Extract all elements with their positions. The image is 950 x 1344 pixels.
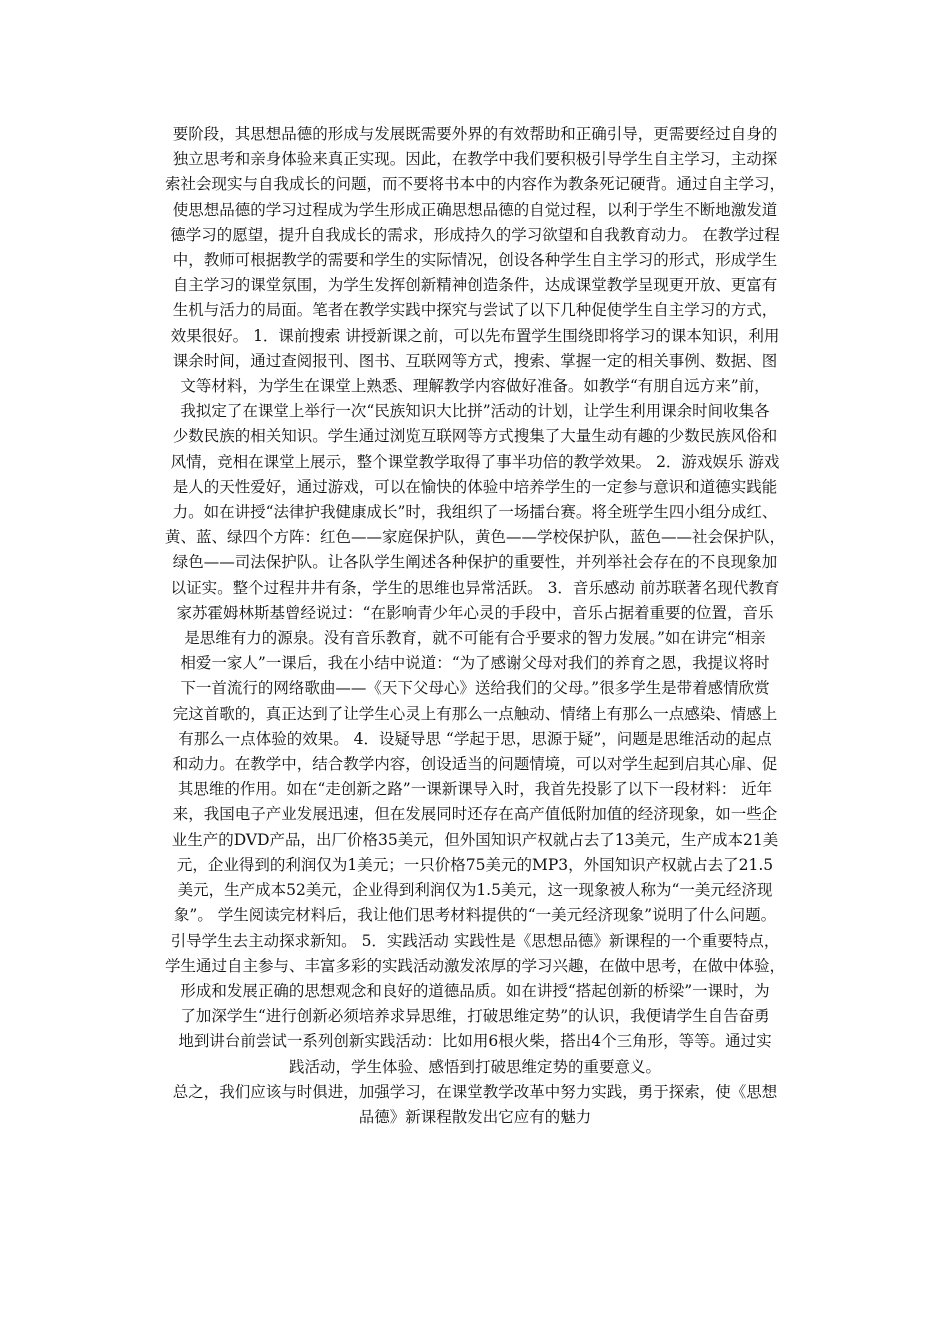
text-line: 品德》新课程散发出它应有的魅力 [358,1107,592,1126]
text-line: 我拟定了在课堂上举行一次“民族知识大比拼”活动的计划，让学生利用课余时间收集各 [180,402,770,421]
text-line: 学生通过自主参与、丰富多彩的实践活动激发浓厚的学习兴趣，在做中思考，在做中体验， [164,956,785,975]
text-line: 效果很好。 1．课前搜索 讲授新课之前，可以先布置学生围绕即将学习的课本知识，利用 [170,326,780,345]
body-text [130,122,820,1130]
text-line: 文等材料，为学生在课堂上熟悉、理解教学内容做好准备。如教学“有朋自远方来”前， [180,377,770,396]
text-line: 引导学生去主动探求新知。 5．实践活动 实践性是《思想品德》新课程的一个重要特点， [170,931,780,950]
text-line: 德学习的愿望，提升自我成长的需求，形成持久的学习欲望和自我教育动力。 在教学过程 [170,225,780,244]
text-line: 独立思考和亲身体验来真正实现。因此，在教学中我们要积极引导学生自主学习，主动探 [172,150,778,169]
text-line: 要阶段，其思想品德的形成与发展既需要外界的有效帮助和正确引导，更需要经过自身的 [172,125,778,143]
text-line: 黄、蓝、绿四个方阵：红色——家庭保护队，黄色——学校保护队，蓝色——社会保护队， [164,528,785,547]
text-line: 风情，竞相在课堂上展示，整个课堂教学取得了事半功倍的教学效果。 2．游戏娱乐 游戏 [170,452,780,471]
text-line: 相爱一家人”一课后，我在小结中说道：“为了感谢父母对我们的养育之恩，我提议将时 [180,654,770,673]
text-line: 生机与活力的局面。笔者在教学实践中探究与尝试了以下几种促使学生自主学习的方式， [172,301,778,320]
text-line: 地到讲台前尝试一系列创新实践活动：比如用6根火柴，搭出4个三角形，等等。通过实 [178,1032,772,1051]
text-line: 绿色——司法保护队。让各队学生阐述各种保护的重要性，并列举社会存在的不良现象加 [172,553,778,572]
text-line: 少数民族的相关知识。学生通过浏览互联网等方式搜集了大量生动有趣的少数民族风俗和 [172,427,778,446]
text-line: 以证实。整个过程井井有条，学生的思维也异常活跃。 3．音乐感动 前苏联著名现代教育 [170,578,780,597]
text-line: 象”。 学生阅读完材料后，我让他们思考材料提供的“一美元经济现象”说明了什么问题。 [173,906,777,925]
text-line: 中，教师可根据教学的需要和学生的实际情况，创设各种学生自主学习的形式，形成学生 [172,251,778,270]
text-line: 有那么一点体验的效果。 4．设疑导思 “学起于思，思源于疑”，问题是思维活动的起点 [178,729,772,748]
text-line: 来，我国电子产业发展迅速，但在发展同时还存在高产值低附加值的经济现象，如一些企 [172,805,778,824]
text-line: 和动力。在教学中，结合教学内容，创设适当的问题情境，可以对学生起到启其心扉、促 [172,755,778,774]
text-line: 下一首流行的网络歌曲——《天下父母心》送给我们的父母。”很多学生是带着感情欣赏 [180,679,770,698]
text-line: 了加深学生“进行创新必须培养求异思维，打破思维定势”的认识，我便请学生自告奋勇 [180,1007,770,1026]
text-line: 践活动，学生体验、感悟到打破思维定势的重要意义。 [288,1057,661,1076]
text-line: 家苏霍姆林斯基曾经说过：“在影响青少年心灵的手段中，音乐占据着重要的位置，音乐 [176,603,774,622]
text-line: 是思维有力的源泉。没有音乐教育，就不可能有合乎要求的智力发展。”如在讲完“相亲 [184,629,766,648]
text-line: 索社会现实与自我成长的问题，而不要将书本中的内容作为教条死记硬背。通过自主学习， [164,175,785,194]
text-line: 美元，生产成本52美元，企业得到利润仅为1.5美元，这一现象被人称为“一美元经济现 [177,881,773,900]
text-line: 元，企业得到的利润仅为1美元；一只价格75美元的MP3，外国知识产权就占去了21.5 [176,855,774,874]
text-line: 其思维的作用。如在“走创新之路”一课新课导入时，我首先投影了以下一段材料： 近年 [177,780,773,799]
text-line: 使思想品德的学习过程成为学生形成正确思想品德的自觉过程，以利于学生不断地激发道 [172,200,778,219]
text-line: 业生产的DVD产品，出厂价格35美元，但外国知识产权就占去了13美元，生产成本21美 [171,830,779,849]
text-line: 力。如在讲授“法律护我健康成长”时，我组织了一场擂台赛。将全班学生四小组分成红、 [172,503,778,522]
text-line: 总之，我们应该与时俱进，加强学习，在课堂教学改革中努力实践，勇于探索，使《思想 [172,1082,778,1101]
text-line: 是人的天性爱好，通过游戏，可以在愉快的体验中培养学生的一定参与意识和道德实践能 [172,477,778,496]
text-line: 形成和发展正确的思想观念和良好的道德品质。如在讲授“搭起创新的桥梁”一课时，为 [180,981,770,1000]
text-line: 完这首歌的，真正达到了让学生心灵上有那么一点触动、情绪上有那么一点感染、情感上 [172,704,778,723]
text-line: 课余时间，通过查阅报刊、图书、互联网等方式，搜索、掌握一定的相关事例、数据、图 [172,351,778,370]
text-line: 自主学习的课堂氛围，为学生发挥创新精神创造条件，达成课堂教学呈现更开放、更富有 [172,276,778,295]
